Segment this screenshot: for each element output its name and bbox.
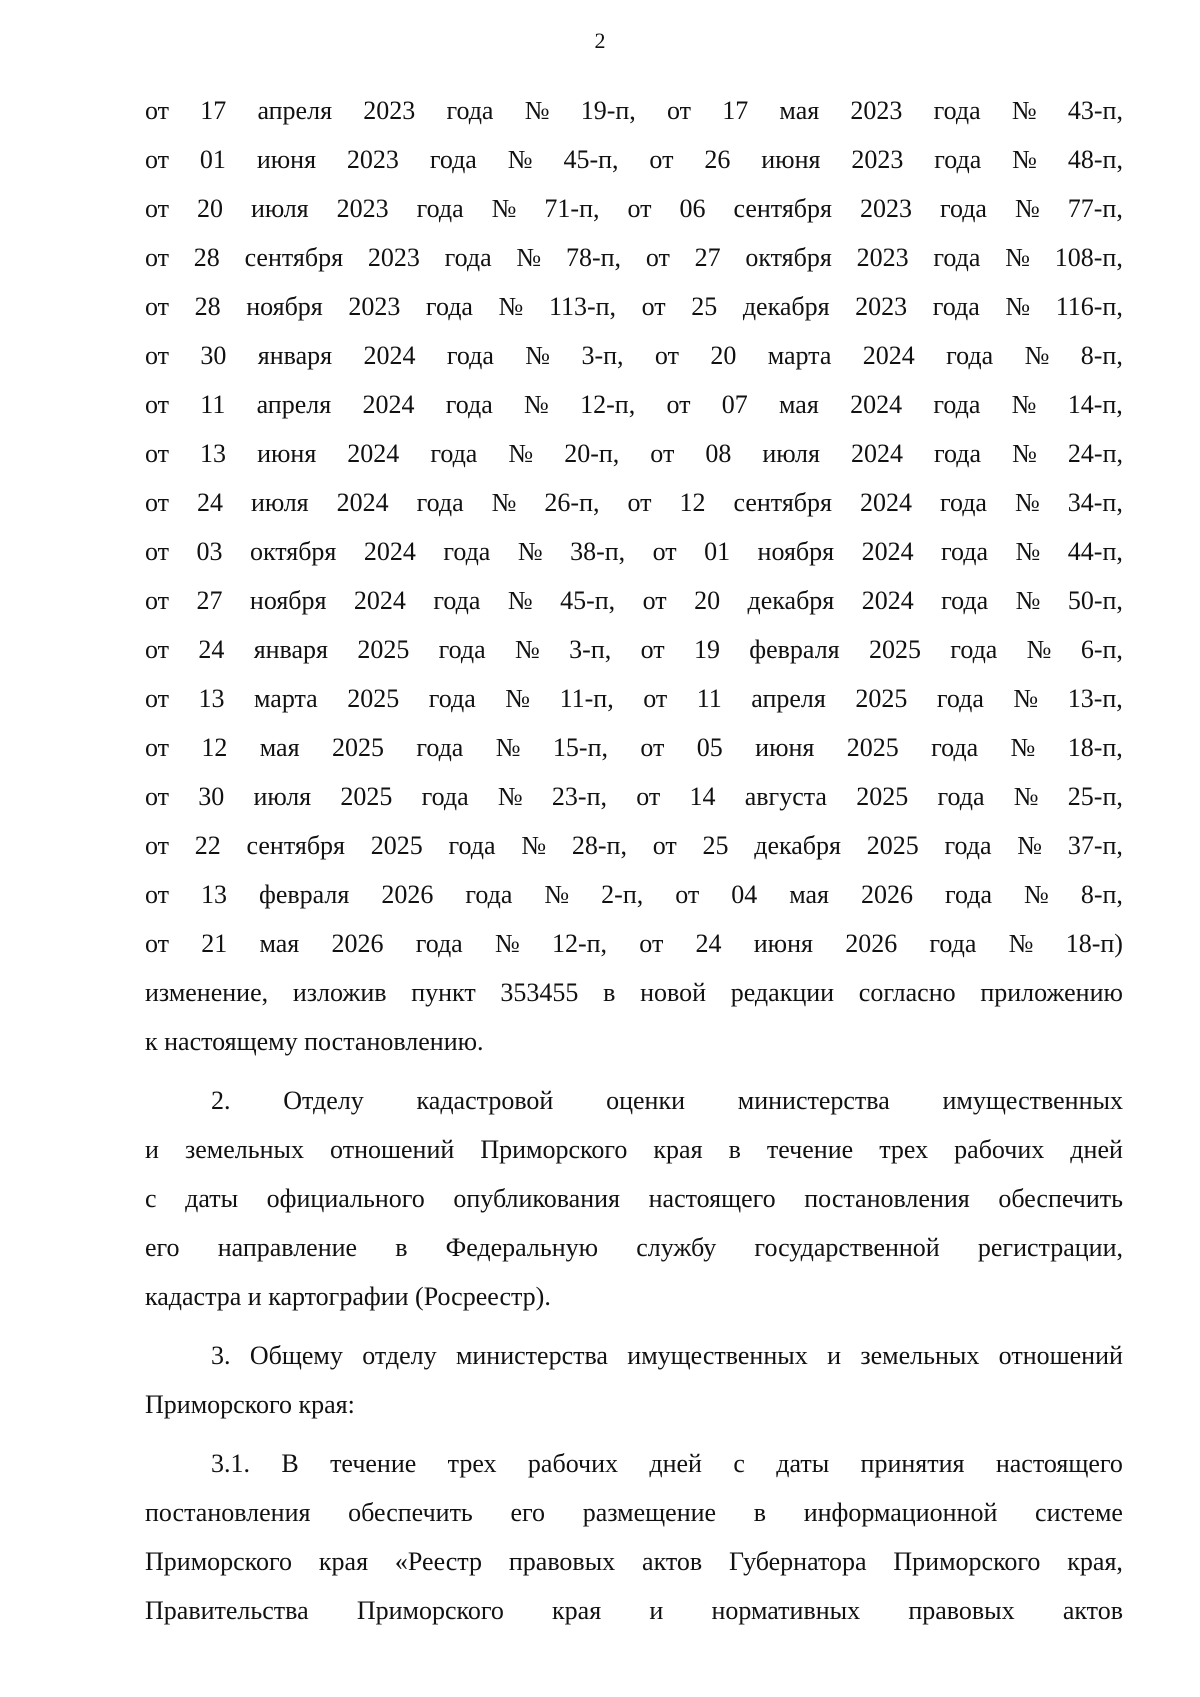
text-line: 2. Отделу кадастровой оценки министерства имущественных [211, 1086, 1123, 1115]
text-line: от 13 февраля 2026 года № 2-п, от 04 мая 2026 года № 8-п, [145, 880, 1123, 909]
paragraph-3-1 [145, 1439, 1123, 1635]
page-number: 2 [594, 28, 606, 53]
text-line: от 03 октября 2024 года № 38-п, от 01 ноября 2024 года № 44-п, [145, 537, 1123, 566]
text-line: изменение, изложив пункт 353455 в новой редакции согласно приложению [145, 978, 1123, 1007]
text-line: от 30 июля 2025 года № 23-п, от 14 августа 2025 года № 25-п, [145, 782, 1123, 811]
text-line: от 11 апреля 2024 года № 12-п, от 07 мая 2024 года № 14-п, [145, 390, 1123, 419]
text-line: Правительства Приморского края и нормативных правовых актов [145, 1596, 1123, 1625]
text-line: от 22 сентября 2025 года № 28-п, от 25 декабря 2025 года № 37-п, [145, 831, 1123, 860]
text-line: его направление в Федеральную службу государственной регистрации, [145, 1233, 1123, 1262]
text-line: к настоящему постановлению. [145, 1027, 484, 1056]
text-line: от 27 ноября 2024 года № 45-п, от 20 декабря 2024 года № 50-п, [145, 586, 1123, 615]
text-line: от 30 января 2024 года № 3-п, от 20 марта 2024 года № 8-п, [145, 341, 1123, 370]
paragraph-3 [145, 1331, 1123, 1380]
text-line: от 13 марта 2025 года № 11-п, от 11 апреля 2025 года № 13-п, [145, 684, 1123, 713]
text-line: кадастра и картографии (Росреестр). [145, 1282, 551, 1311]
document-body [145, 86, 1123, 1635]
text-line: от 01 июня 2023 года № 45-п, от 26 июня 2023 года № 48-п, [145, 145, 1123, 174]
text-line: с даты официального опубликования настоящего постановления обеспечить [145, 1184, 1123, 1213]
text-line: от 28 ноября 2023 года № 113-п, от 25 декабря 2023 года № 116-п, [145, 292, 1123, 321]
text-line: Приморского края: [145, 1390, 355, 1419]
text-line: от 20 июля 2023 года № 71-п, от 06 сентября 2023 года № 77-п, [145, 194, 1123, 223]
paragraph-2 [145, 1076, 1123, 1272]
text-line: от 21 мая 2026 года № 12-п, от 24 июня 2026 года № 18-п) [145, 929, 1123, 958]
text-line: и земельных отношений Приморского края в течение трех рабочих дней [145, 1135, 1123, 1164]
amendment-list [145, 86, 1123, 1017]
text-line: постановления обеспечить его размещение в информационной системе [145, 1498, 1123, 1527]
text-line: Приморского края «Реестр правовых актов Губернатора Приморского края, [145, 1547, 1123, 1576]
text-line: от 17 апреля 2023 года № 19-п, от 17 мая 2023 года № 43-п, [145, 96, 1123, 125]
text-line: 3. Общему отделу министерства имущественных и земельных отношений [211, 1341, 1123, 1370]
text-line: от 12 мая 2025 года № 15-п, от 05 июня 2025 года № 18-п, [145, 733, 1123, 762]
text-line: 3.1. В течение трех рабочих дней с даты принятия настоящего [211, 1449, 1123, 1478]
text-line: от 24 июля 2024 года № 26-п, от 12 сентября 2024 года № 34-п, [145, 488, 1123, 517]
text-line: от 13 июня 2024 года № 20-п, от 08 июля 2024 года № 24-п, [145, 439, 1123, 468]
text-line: от 24 января 2025 года № 3-п, от 19 февраля 2025 года № 6-п, [145, 635, 1123, 664]
text-line: от 28 сентября 2023 года № 78-п, от 27 октября 2023 года № 108-п, [145, 243, 1123, 272]
